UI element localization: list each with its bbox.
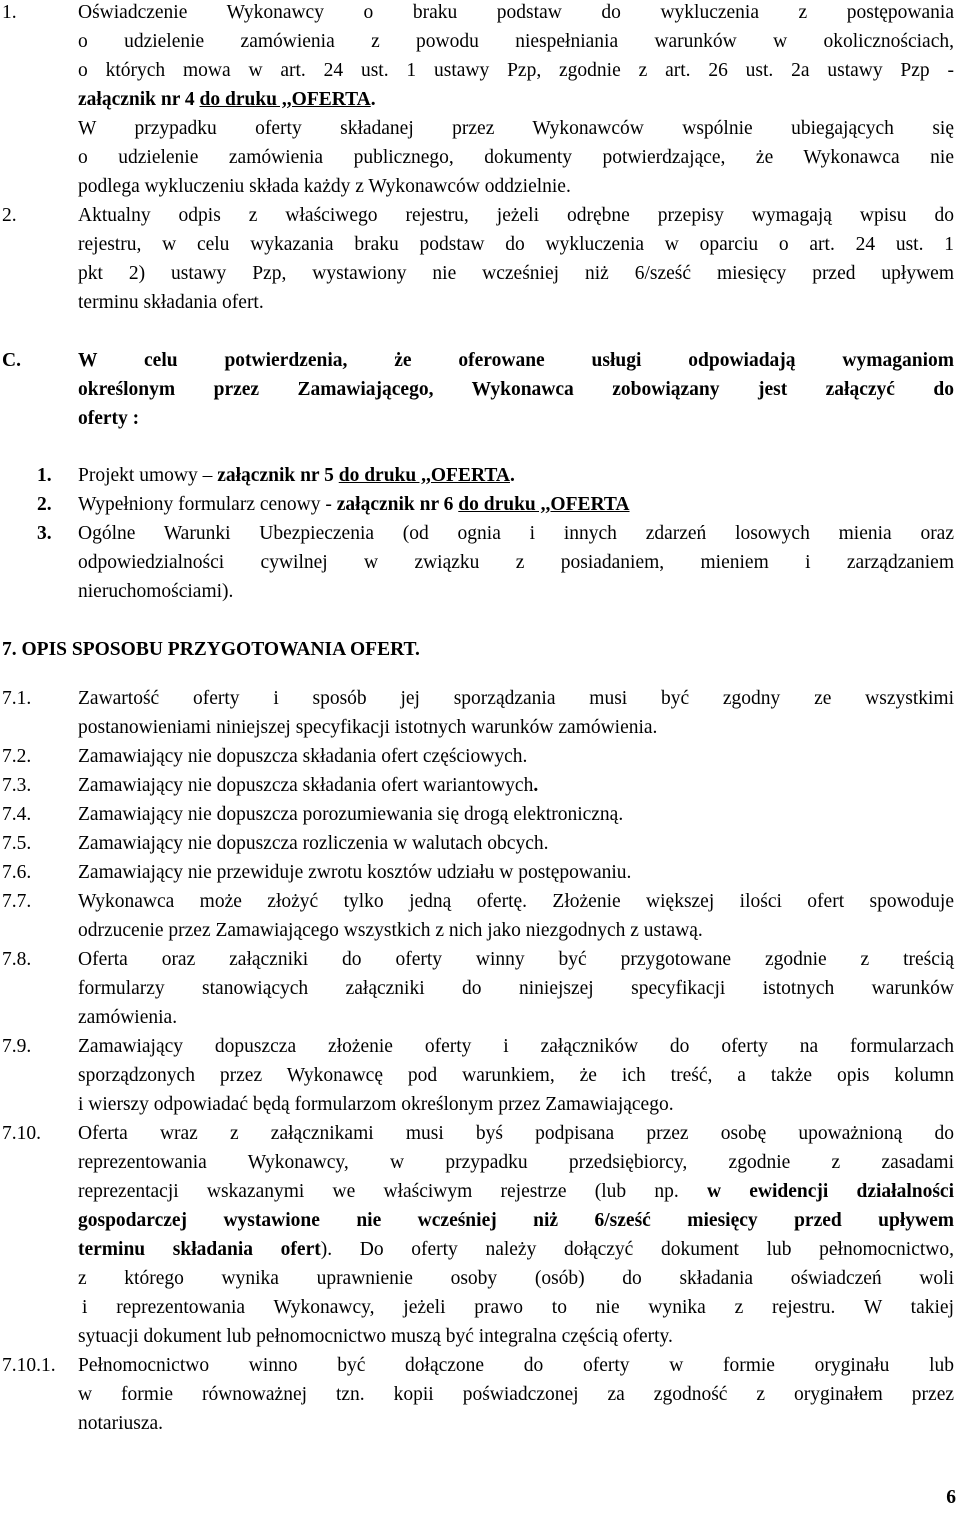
text-line: Zamawiający nie dopuszcza składania ofert częściowych. <box>78 746 528 767</box>
text-line: postanowieniami niniejszej specyfikacji istotnych warunków zamówienia. <box>78 717 658 738</box>
text-line: w formie równoważnej tzn. kopii poświadczonej za zgodność z oryginałem przez <box>78 1384 954 1405</box>
item-number: 7.8. <box>2 949 32 970</box>
text-line: nieruchomościami). <box>78 581 234 602</box>
text-line: o udzielenie zamówienia z powodu niespełniania warunków w okolicznościach, <box>78 31 954 52</box>
attachment-label: załącznik nr 5 <box>217 465 339 486</box>
text-line: Ogólne Warunki Ubezpieczenia (od ognia i innych zdarzeń losowych mienia oraz <box>78 523 954 544</box>
form-reference: do druku ,,OFERTA <box>199 89 371 110</box>
text-line: gospodarczej wystawione nie wcześniej niż 6/sześć miesięcy przed upływem <box>78 1210 954 1231</box>
text-line <box>78 1239 954 1261</box>
text-line: i wierszy odpowiadać będą formularzom określonym przez Zamawiającego. <box>78 1094 674 1115</box>
section-label: C. <box>2 350 21 371</box>
text-line: podlega wykluczeniu składa każdy z Wykonawców oddzielnie. <box>78 176 571 197</box>
item-number: 7.7. <box>2 891 32 912</box>
text-line: odrzucenie przez Zamawiającego wszystkich z nich jako niezgodnych z ustawą. <box>78 920 703 941</box>
item-text: ). Do oferty należy dołączyć dokument lub pełnomocnictwo, <box>320 1239 954 1260</box>
page-number: 6 <box>946 1487 956 1508</box>
text-line: W przypadku oferty składanej przez Wykonawców wspólnie ubiegających się <box>78 118 954 139</box>
item-number: 7.3. <box>2 775 32 796</box>
punctuation: . <box>510 465 515 486</box>
section-heading: 7. OPIS SPOSOBU PRZYGOTOWANIA OFERT. <box>2 639 420 660</box>
text-line: oferty : <box>78 408 140 429</box>
emphasis-text: w ewidencji działalności <box>706 1181 954 1202</box>
text-line: określonym przez Zamawiającego, Wykonawca zobowiązany jest załączyć do <box>78 379 954 400</box>
punctuation: . <box>533 775 539 796</box>
item-text: Wypełniony formularz cenowy - <box>78 494 337 515</box>
text-line: reprezentowania Wykonawcy, w przypadku przedsiębiorcy, zgodnie z zasadami <box>78 1152 954 1173</box>
list-item <box>78 465 515 487</box>
text-line <box>78 1181 954 1203</box>
text-line: z którego wynika uprawnienie osoby (osób) do składania oświadczeń woli <box>78 1268 954 1289</box>
text-line: zamówienia. <box>78 1007 178 1028</box>
text-line: sytuacji dokument lub pełnomocnictwo muszą być integralna częścią oferty. <box>78 1326 673 1347</box>
item-number: 1. <box>37 465 52 486</box>
item-number: 7.10.1. <box>2 1355 56 1376</box>
item-number: 7.10. <box>2 1123 41 1144</box>
text-line: Pełnomocnictwo winno być dołączone do oferty w formie oryginału lub <box>78 1355 954 1376</box>
text-line: o których mowa w art. 24 ust. 1 ustawy Pzp, zgodnie z art. 26 ust. 2a ustawy Pzp - <box>78 60 954 81</box>
item-number: 1. <box>2 2 17 23</box>
text-line: Wykonawca może złożyć tylko jedną ofertę. Złożenie większej ilości ofert spowoduje <box>78 891 954 912</box>
text-line: Zamawiający nie przewiduje zwrotu kosztów udziału w postępowaniu. <box>78 862 632 883</box>
text-line: notariusza. <box>78 1413 164 1434</box>
item-number: 2. <box>37 494 52 515</box>
text-line: i reprezentowania Wykonawcy, jeżeli prawo to nie wynika z rejestru. W takiej <box>82 1297 954 1318</box>
list-item <box>78 494 630 516</box>
item-text: Zamawiający nie dopuszcza składania ofert wariantowych <box>78 775 534 796</box>
item-number: 2. <box>2 205 17 226</box>
item-number: 3. <box>37 523 52 544</box>
text-line: odpowiedzialności cywilnej w związku z posiadaniem, mieniem i zarządzaniem <box>78 552 954 573</box>
item-number: 7.1. <box>2 688 32 709</box>
text-line: W celu potwierdzenia, że oferowane usługi odpowiadają wymaganiom <box>78 350 954 371</box>
attachment-label: załącznik nr 6 <box>336 494 459 515</box>
text-line: sporządzonych przez Wykonawcę pod warunkiem, że ich treść, a także opis kolumn <box>78 1065 954 1086</box>
text-line: rejestru, w celu wykazania braku podstaw do wykluczenia w oparciu o art. 24 ust. 1 <box>78 234 954 255</box>
item-number: 7.6. <box>2 862 32 883</box>
item-number: 7.4. <box>2 804 32 825</box>
item-number: 7.9. <box>2 1036 32 1057</box>
item-number: 7.2. <box>2 746 32 767</box>
text-line: Aktualny odpis z właściwego rejestru, jeżeli odrębne przepisy wymagają wpisu do <box>78 205 954 226</box>
item-text: reprezentacji wskazanymi we właściwym rejestrze (lub np. <box>78 1181 707 1202</box>
emphasis-text: terminu składania ofert <box>78 1239 321 1260</box>
text-line: formularzy stanowiących załączniki do niniejszej specyfikacji istotnych warunków <box>78 978 954 999</box>
text-line: Zawartość oferty i sposób jej sporządzania musi być zgodny ze wszystkimi <box>78 688 954 709</box>
text-line: terminu składania ofert. <box>78 292 264 313</box>
punctuation: . <box>370 89 376 110</box>
text-line: Oferta oraz załączniki do oferty winny być przygotowane zgodnie z treścią <box>78 949 954 970</box>
text-line <box>78 89 376 111</box>
text-line: Oświadczenie Wykonawcy o braku podstaw do wykluczenia z postępowania <box>78 2 954 23</box>
text-line: o udzielenie zamówienia publicznego, dokumenty potwierdzające, że Wykonawca nie <box>78 147 954 168</box>
text-line: pkt 2) ustawy Pzp, wystawiony nie wcześniej niż 6/sześć miesięcy przed upływem <box>78 263 954 284</box>
item-number: 7.5. <box>2 833 32 854</box>
form-reference: do druku ,,OFERTA <box>458 494 630 515</box>
text-line <box>78 775 538 797</box>
text-line: Zamawiający dopuszcza złożenie oferty i załączników do oferty na formularzach <box>78 1036 954 1057</box>
text-line: Zamawiający nie dopuszcza porozumiewania się drogą elektroniczną. <box>78 804 624 825</box>
text-line: Oferta wraz z załącznikami musi byś podpisana przez osobę upoważnioną do <box>78 1123 954 1144</box>
form-reference: do druku ,,OFERTA <box>338 465 510 486</box>
text-line: Zamawiający nie dopuszcza rozliczenia w walutach obcych. <box>78 833 549 854</box>
attachment-label: załącznik nr 4 <box>78 89 200 110</box>
item-text: Projekt umowy – <box>78 465 218 486</box>
